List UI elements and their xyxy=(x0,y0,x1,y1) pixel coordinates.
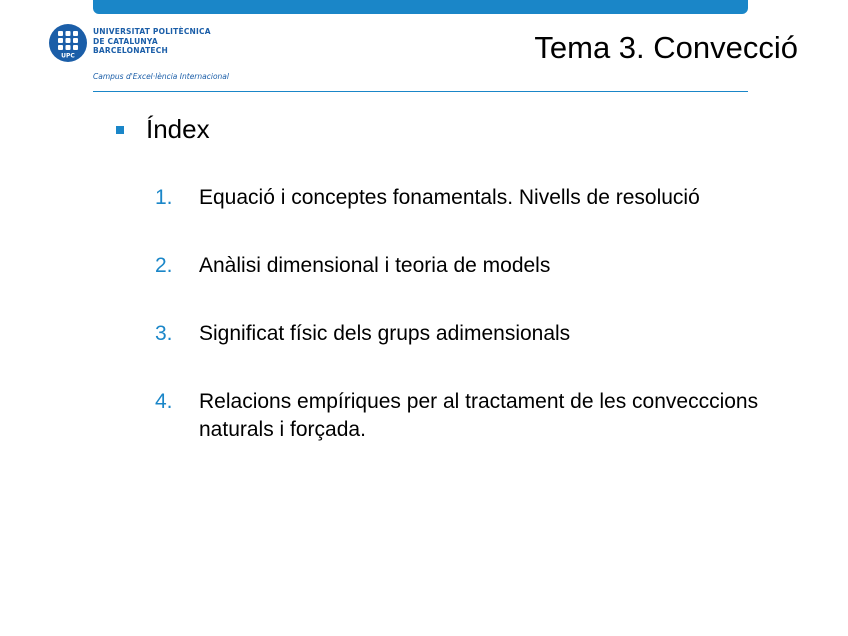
section-title: Índex xyxy=(146,114,210,144)
logo-line: DE CATALUNYA xyxy=(93,36,158,46)
campus-tagline: Campus d'Excel·lència Internacional xyxy=(93,72,229,81)
item-number: 2. xyxy=(155,254,173,277)
logo-line: BARCELONATECH xyxy=(93,46,168,55)
square-bullet-icon xyxy=(116,126,124,134)
section-heading xyxy=(116,114,210,145)
list-item xyxy=(155,252,795,280)
slide-title: Tema 3. Convecció xyxy=(534,30,798,65)
list-item xyxy=(155,184,795,212)
logo-wordmark xyxy=(93,27,211,56)
top-accent-bar xyxy=(93,0,748,14)
university-logo xyxy=(49,24,289,84)
header-divider xyxy=(93,91,748,92)
list-item xyxy=(155,320,795,348)
item-number: 3. xyxy=(155,322,173,345)
item-number: 4. xyxy=(155,390,173,413)
item-label: Anàlisi dimensional i teoria de models xyxy=(199,254,551,277)
upc-seal-icon xyxy=(49,24,87,62)
item-label: Relacions empíriques per al tractament de les convecccions naturals i forçada. xyxy=(199,390,759,441)
svg-text:UPC: UPC xyxy=(61,52,75,60)
logo-line: UNIVERSITAT POLITÈCNICA xyxy=(93,27,211,36)
item-label: Equació i conceptes fonamentals. Nivells de resolució xyxy=(199,186,700,209)
item-label: Significat físic dels grups adimensionals xyxy=(199,322,571,345)
index-list xyxy=(155,184,795,484)
list-item xyxy=(155,388,795,444)
item-number: 1. xyxy=(155,186,173,209)
